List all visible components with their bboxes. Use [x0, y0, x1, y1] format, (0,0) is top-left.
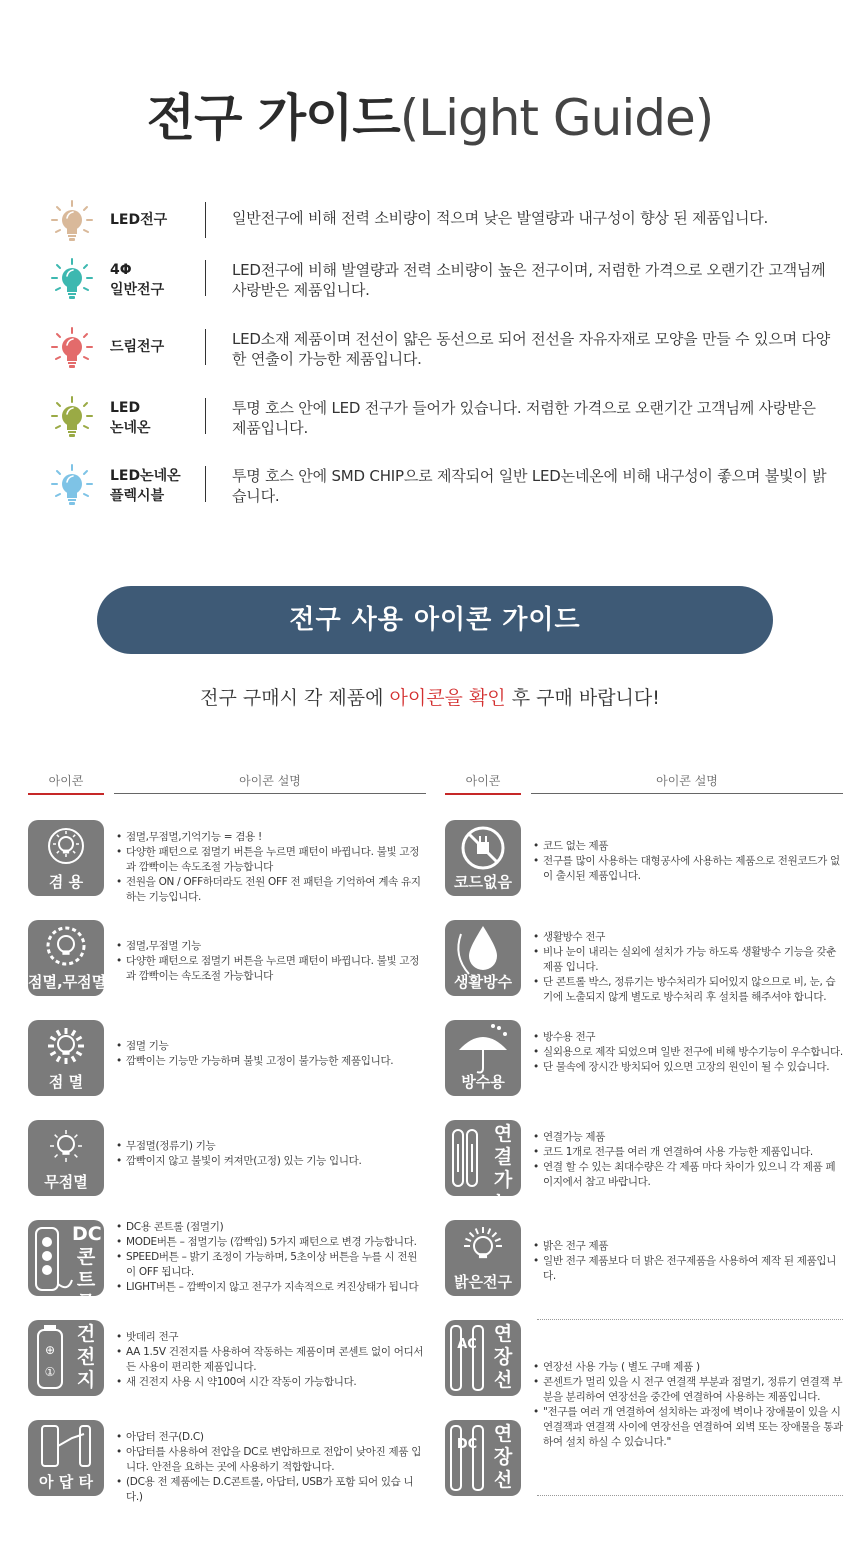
icon-label: 점 멸 [48, 1073, 84, 1091]
bulb-name: LED전구 [110, 212, 168, 228]
ext-type-label: AC [457, 1337, 477, 1352]
icon-label: 밝은전구 [454, 1273, 512, 1291]
bulb-description: 투명 호스 안에 SMD CHIP으로 제작되어 일반 LED논네온에 비해 내구성이 좋으며 불빛이 밝습니다. [232, 467, 827, 505]
svg-text:①: ① [44, 1365, 56, 1379]
description-line: • "전구를 여러 개 연결하여 설치하는 과정에 벽이나 장애물이 있을 시 연결잭과 연결잭 사이에 연장선을 연결하여 외벽 또는 장애물을 통과하여 설치 하실 수 있습니다." [533, 1405, 843, 1450]
description-line: • 전원을 ON / OFF하더라도 전원 OFF 전 패턴을 기억하여 계속 유지하는 기능입니다. [116, 875, 426, 905]
bulb-divider [205, 398, 206, 434]
bright-bulb-icon [445, 1220, 521, 1296]
description-line: • AA 1.5V 건전지를 사용하여 작동하는 제품이며 콘센트 없이 어디서든 사용이 편리한 제품입니다. [116, 1345, 426, 1375]
bulb-divider [205, 329, 206, 365]
description-line: • DC용 콘트롤 (점멸기) [116, 1220, 426, 1235]
description-line: • 생활방수 전구 [533, 930, 843, 945]
bulb-description: 투명 호스 안에 LED 전구가 들어가 있습니다. 저렴한 가격으로 오랜기간 고객님께 사랑받은 제품입니다. [232, 399, 816, 437]
icon-label: 건 전 지 [76, 1323, 96, 1391]
description-line: • 실외용으로 제작 되었으며 일반 전구에 비해 방수기능이 우수합니다. [533, 1045, 843, 1060]
description-line: • 코드 1개로 전구를 여러 개 연결하여 사용 가능한 제품입니다. [533, 1145, 843, 1160]
ac-ext-icon [445, 1320, 521, 1396]
bulb-divider [205, 202, 206, 238]
description-line: • MODE버튼 – 점멸기능 (깜빡임) 5가지 패턴으로 변경 가능합니다. [116, 1235, 426, 1250]
icon-label: 겸 용 [48, 873, 84, 891]
no-plug-icon [445, 820, 521, 896]
bulb-icon [48, 198, 96, 246]
sun-bulb-icon [28, 1020, 104, 1096]
remote-icon [28, 1220, 104, 1314]
bulb-icon [48, 462, 96, 510]
header-desc-right: 아이콘 설명 [656, 774, 718, 788]
header-rule-left-desc [114, 793, 426, 794]
description-line: • 단 물속에 장시간 방치되어 있으면 고장의 원인이 될 수 있습니다. [533, 1060, 843, 1075]
rays-bulb-icon [28, 1120, 104, 1196]
icon-description [116, 1139, 426, 1169]
icon-label: 연 장 선 [493, 1423, 513, 1491]
description-line: • LIGHT버튼 – 깜빡이지 않고 전구가 지속적으로 켜진상태가 됩니다 [116, 1280, 426, 1295]
description-line: • 전구를 많이 사용하는 대형공사에 사용하는 제품으로 전원코드가 없이 출시된 제품입니다. [533, 854, 843, 884]
icon-description [116, 830, 426, 905]
icon-label: 무점멸 [44, 1173, 88, 1191]
title-main: 전구 가이드 [146, 89, 400, 147]
dotted-divider [537, 1319, 843, 1320]
header-rule-left-icon [28, 793, 104, 795]
bulb-name: LED논네온 플렉시블 [110, 468, 181, 504]
bulb-description: LED전구에 비해 발열량과 전력 소비량이 높은 전구이며, 저렴한 가격으로 오랜기간 고객님께 사랑받은 제품입니다. [232, 261, 826, 299]
icon-description [116, 1039, 426, 1069]
ext-type-label: DC [456, 1437, 478, 1452]
header-rule-right-desc [531, 793, 843, 794]
description-line: • 아답터 전구(D.C) [116, 1430, 426, 1445]
svg-text:⊕: ⊕ [44, 1343, 56, 1357]
icon-label: 연 장 선 [493, 1323, 513, 1391]
description-line: • 단 콘트롤 박스, 정류기는 방수처리가 되어있지 않으므로 비, 눈, 습기에 노출되지 않게 별도로 방수처리 후 설치를 해주셔야 합니다. [533, 975, 843, 1005]
icon-label: 방수용 [461, 1073, 505, 1091]
icon-description [116, 1220, 426, 1295]
icon-guide-banner: 전구 사용 아이콘 가이드 [97, 586, 773, 654]
bulb-description: 일반전구에 비해 전력 소비량이 적으며 낮은 발열량과 내구성이 향상 된 제품입니다. [232, 209, 769, 227]
icon-label: DC 콘 트 롤 [72, 1223, 102, 1314]
description-line: • 아답터를 사용하여 전압을 DC로 변압하므로 전압이 낮아진 제품 입니다. 안전을 요하는 곳에 사용하기 적합합니다. [116, 1445, 426, 1475]
description-line: • 깜빡이지 않고 불빛이 켜져만(고정) 있는 기능 입니다. [116, 1154, 426, 1169]
description-line: • 코드 없는 제품 [533, 839, 843, 854]
header-desc-left: 아이콘 설명 [239, 774, 301, 788]
description-line: • 새 건전지 사용 시 약100여 시간 작동이 가능합니다. [116, 1375, 426, 1390]
icon-label: 생활방수 [454, 973, 512, 991]
icon-label: 점멸,무점멸 [28, 973, 107, 991]
description-line: • 콘센트가 멀리 있을 시 전구 연결잭 부분과 점멸기, 정류기 연결잭 부분을 분리하여 연장선을 중간에 연결하여 사용하는 제품입니다. [533, 1375, 843, 1405]
notice-pre: 전구 구매시 각 제품에 [200, 687, 390, 709]
bulb-icon [48, 394, 96, 442]
description-line: • 연결 할 수 있는 최대수량은 각 제품 마다 차이가 있으니 각 제품 페이지에서 참고 바랍니다. [533, 1160, 843, 1190]
drop-icon [445, 920, 521, 996]
bulb-name: 4Φ 일반전구 [110, 262, 165, 298]
bulb-description: LED소재 제품이며 전선이 얇은 동선으로 되어 전선을 자유자재로 모양을 만들 수 있으며 다양한 연출이 가능한 제품입니다. [232, 330, 831, 368]
brain-bulb-icon [28, 820, 104, 896]
header-icon-right: 아이콘 [465, 774, 501, 788]
battery-icon [28, 1320, 104, 1396]
description-line: • 점멸 기능 [116, 1039, 426, 1054]
dc-ext-icon [445, 1420, 521, 1496]
description-line: • 무점멸(정류기) 기능 [116, 1139, 426, 1154]
bulb-divider [205, 260, 206, 296]
icon-description [533, 1030, 843, 1075]
icon-description [116, 939, 426, 984]
description-line: • 점멸,무점멸,기억기능 = 겸용 ! [116, 830, 426, 845]
bulb-divider [205, 466, 206, 502]
description-line: • 점멸,무점멸 기능 [116, 939, 426, 954]
adapter-icon [28, 1420, 104, 1496]
description-line: • (DC용 전 제품에는 D.C콘트롤, 아답터, USB가 포함 되어 있습 니다.) [116, 1475, 426, 1505]
umbrella-icon [445, 1020, 521, 1096]
notice-post: 후 구매 바랍니다! [505, 687, 660, 709]
header-icon-left: 아이콘 [48, 774, 84, 788]
icon-description [533, 1239, 843, 1284]
bulb-icon [48, 325, 96, 373]
description-line: • 연결가능 제품 [533, 1130, 843, 1145]
bulb-name: LED 논네온 [110, 400, 151, 436]
notice-highlight: 아이콘을 확인 [389, 687, 506, 709]
description-line: • 다양한 패턴으로 점멸기 버튼을 누르면 패턴이 바뀝니다. 불빛 고정과 깜빡이는 속도조절 가능합니다 [116, 954, 426, 984]
description-line: • 깜빡이는 기능만 가능하며 불빛 고정이 불가능한 제품입니다. [116, 1054, 426, 1069]
icon-label: 코드없음 [454, 873, 512, 891]
description-line: • 밧데리 전구 [116, 1330, 426, 1345]
icon-description [533, 1360, 843, 1450]
description-line: • 일반 전구 제품보다 더 밝은 전구제품을 사용하여 제작 된 제품입니다. [533, 1254, 843, 1284]
description-line: • 밝은 전구 제품 [533, 1239, 843, 1254]
icon-description [116, 1430, 426, 1505]
page-title [0, 78, 860, 150]
description-line: • 방수용 전구 [533, 1030, 843, 1045]
connector-icon [445, 1120, 521, 1214]
icon-description [533, 1130, 843, 1190]
icon-description [116, 1330, 426, 1390]
bulb-name: 드림전구 [110, 339, 165, 355]
purchase-notice [0, 683, 860, 710]
icon-description [533, 839, 843, 884]
description-line: • 비나 눈이 내리는 실외에 설치가 가능 하도록 생활방수 기능을 갖춘 제품 입니다. [533, 945, 843, 975]
icon-description [533, 930, 843, 1005]
icon-label: 연 결 가 능 [493, 1123, 513, 1214]
burst-bulb-icon [28, 920, 107, 996]
title-sub: (Light Guide) [399, 89, 714, 147]
dotted-divider [537, 1495, 843, 1496]
bulb-icon [48, 256, 96, 304]
header-rule-right-icon [445, 793, 521, 795]
description-line: • 연장선 사용 가능 ( 별도 구매 제품 ) [533, 1360, 843, 1375]
description-line: • 다양한 패턴으로 점멸기 버튼을 누르면 패턴이 바뀝니다. 불빛 고정과 깜빡이는 속도조절 가능합니다 [116, 845, 426, 875]
description-line: • SPEED버튼 – 밝기 조정이 가능하며, 5초이상 버튼을 누를 시 전원이 OFF 됩니다. [116, 1250, 426, 1280]
icon-label: 아 답 타 [39, 1473, 93, 1491]
